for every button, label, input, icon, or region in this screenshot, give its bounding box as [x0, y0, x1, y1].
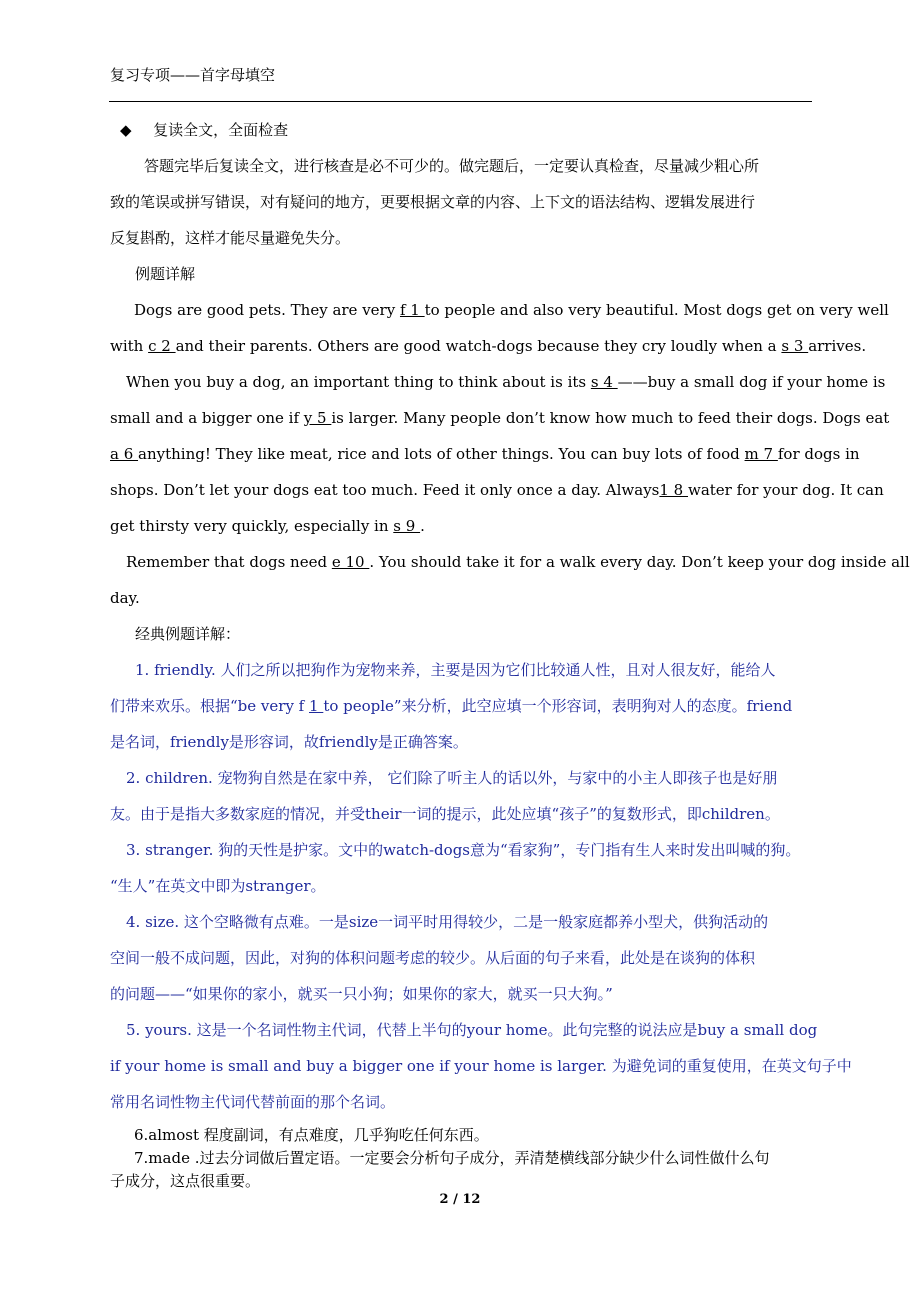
text-segment: day.: [110, 589, 140, 607]
text-segment: shops. Don’t let your dogs eat too much. Feed it only once a day. Always: [110, 481, 660, 499]
passage-line: [110, 328, 867, 364]
text-segment: to people”来分析，此空应填一个形容词，表明狗对人的态度。friend: [323, 697, 793, 715]
text-segment: 们带来欢乐。根据“be very f: [110, 697, 309, 715]
answer-line: 7.made .过去分词做后置定语。一定要会分析句子成分，弄清楚横线部分缺少什么词性做什么句: [134, 1149, 770, 1167]
answer-line: [110, 940, 812, 976]
blank-answer: 1 8: [659, 481, 688, 499]
page-number: 2 / 12: [439, 1192, 481, 1207]
answer-line: [110, 868, 812, 904]
blank-answer: s 9: [393, 517, 421, 535]
text-segment: 3. stranger. 狗的天性是护家。文中的watch-dogs意为“看家狗”，专门指有生人来时发出叫喊的狗。: [126, 841, 801, 859]
answer-line: [110, 1012, 818, 1048]
text-segment: is larger. Many people don’t know how much to feed their dogs. Dogs eat: [331, 409, 890, 427]
passage-line: [110, 508, 812, 544]
blank-answer: a 6: [110, 445, 139, 463]
text-segment: if your home is small and buy a bigger one if your home is larger. 为避免词的重复使用，在英文句子中: [110, 1057, 852, 1075]
intro-line: 答题完毕后复读全文，进行核查是必不可少的。做完题后，一定要认真检查，尽量减少粗心所: [144, 157, 760, 175]
passage-line: [110, 400, 890, 436]
answer-line: [110, 724, 812, 760]
intro-line: 致的笔误或拼写错误，对有疑问的地方，更要根据文章的内容、上下文的语法结构、逻辑发展进行: [110, 193, 756, 211]
answer-line: [110, 1084, 812, 1120]
passage: [110, 292, 910, 616]
text-segment: ——buy a small dog if your home is: [617, 373, 886, 391]
text-segment: for dogs in: [777, 445, 860, 463]
text-segment: 1. friendly. 人们之所以把狗作为宠物来养，主要是因为它们比较通人性，且对人很友好，能给人: [135, 661, 776, 679]
classic-heading: 经典例题详解：: [135, 625, 241, 643]
text-segment: and their parents. Others are good watch-dogs because they cry loudly when a: [175, 337, 782, 355]
text-segment: When you buy a dog, an important thing to think about is its: [126, 373, 591, 391]
diamond-bullet-icon: ◆: [120, 121, 132, 139]
blank-answer: y 5: [303, 409, 332, 427]
passage-line: [110, 544, 910, 580]
text-segment: “生人”在英文中即为stranger。: [110, 877, 326, 895]
answer-line: [110, 976, 812, 1012]
text-segment: arrives.: [808, 337, 867, 355]
text-segment: 4. size. 这个空略微有点难。一是size一词平时用得较少，二是一般家庭都养小型犬，供狗活动的: [126, 913, 769, 931]
example-heading: 例题详解: [135, 265, 196, 283]
blank-answer: c 2: [148, 337, 176, 355]
extra-answers: [110, 1124, 812, 1193]
answer-line: 6.almost 程度副词，有点难度，几乎狗吃任何东西。: [134, 1126, 489, 1144]
answer-explanations: [110, 652, 852, 1120]
text-segment: anything! They like meat, rice and lots of other things. You can buy lots of food: [138, 445, 745, 463]
text-segment: 是名词，friendly是形容词，故friendly是正确答案。: [110, 733, 468, 751]
passage-line: [110, 472, 884, 508]
text-segment: small and a bigger one if: [110, 409, 304, 427]
text-segment: . You should take it for a walk every day. Don’t keep your dog inside all: [369, 553, 910, 571]
text-segment: 常用名词性物主代词代替前面的那个名词。: [110, 1093, 396, 1111]
text-segment: 空间一般不成问题，因此，对狗的体积问题考虑的较少。从后面的句子来看，此处是在谈狗的体积: [110, 949, 756, 967]
passage-line: [110, 292, 889, 328]
text-segment: 2. children. 宠物狗自然是在家中养， 它们除了听主人的话以外，与家中的小主人即孩子也是好朋: [126, 769, 778, 787]
page-header: 复习专项——首字母填空: [110, 66, 276, 84]
blank-answer: e 10: [331, 553, 370, 571]
text-segment: Dogs are good pets. They are very: [134, 301, 400, 319]
answer-line: 子成分，这点很重要。: [110, 1172, 261, 1190]
answer-line: [110, 1048, 852, 1084]
answer-line: [110, 652, 812, 688]
passage-line: [110, 364, 886, 400]
passage-line: [110, 580, 812, 616]
answer-line: [110, 688, 812, 724]
answer-line: [110, 832, 812, 868]
text-segment: Remember that dogs need: [126, 553, 332, 571]
text-segment: 5. yours. 这是一个名词性物主代词，代替上半句的your home。此句完整的说法应是buy a small dog: [126, 1021, 818, 1039]
text-segment: get thirsty very quickly, especially in: [110, 517, 394, 535]
text-segment: .: [420, 517, 425, 535]
answer-line: [110, 796, 812, 832]
blank-answer: s 4: [590, 373, 618, 391]
answer-line: [110, 904, 812, 940]
blank-answer: f 1: [399, 301, 425, 319]
passage-line: [110, 436, 860, 472]
blank-answer: 1: [309, 697, 324, 715]
blank-answer: s 3: [781, 337, 809, 355]
text-segment: 的问题——“如果你的家小，就买一只小狗；如果你的家大，就买一只大狗。”: [110, 985, 613, 1003]
blank-answer: m 7: [744, 445, 778, 463]
text-segment: to people and also very beautiful. Most dogs get on very well: [424, 301, 889, 319]
intro-line: 反复斟酌，这样才能尽量避免失分。: [110, 229, 351, 247]
text-segment: with: [110, 337, 149, 355]
text-segment: 友。由于是指大多数家庭的情况，并受their一词的提示，此处应填“孩子”的复数形式，即children。: [110, 805, 780, 823]
answer-line: [110, 760, 812, 796]
document-body: [110, 112, 910, 1193]
section-heading: [110, 112, 812, 148]
header-rule: [109, 101, 812, 102]
text-segment: water for your dog. It can: [688, 481, 884, 499]
section-title: 复读全文，全面检查: [153, 121, 289, 139]
